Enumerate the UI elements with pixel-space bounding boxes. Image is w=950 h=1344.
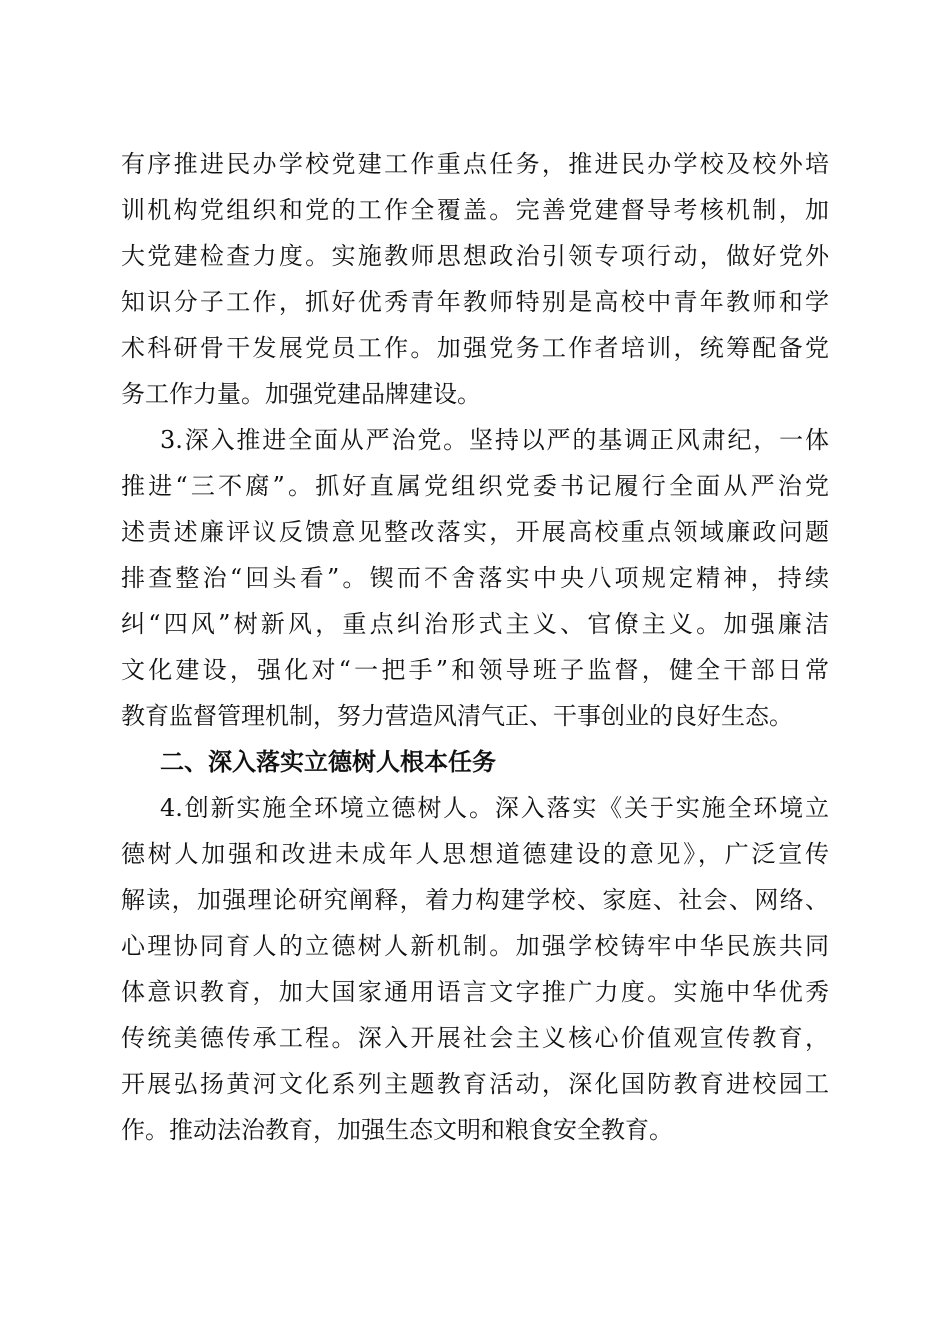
text-line: 务工作力量。加强党建品牌建设。 — [121, 380, 481, 408]
section-heading: 二、深入落实立德树人根本任务 — [160, 748, 496, 776]
text-line: 推进“三不腐”。抓好直属党组织党委书记履行全面从严治党 — [121, 472, 829, 500]
text-line: 体意识教育，加大国家通用语言文字推广力度。实施中华优秀 — [121, 978, 829, 1006]
text-line: 教育监督管理机制，努力营造风清气正、干事创业的良好生态。 — [121, 702, 793, 730]
text-line: 作。推动法治教育，加强生态文明和粮食安全教育。 — [121, 1116, 673, 1144]
text-line: 纠“四风”树新风，重点纠治形式主义、官僚主义。加强廉洁 — [121, 610, 829, 638]
text-line: 心理协同育人的立德树人新机制。加强学校铸牢中华民族共同 — [121, 932, 829, 960]
text-line: 有序推进民办学校党建工作重点任务，推进民办学校及校外培 — [121, 150, 829, 178]
text-line: 文化建设，强化对“一把手”和领导班子监督，健全干部日常 — [121, 656, 829, 684]
text-line: 排查整治“回头看”。锲而不舍落实中央八项规定精神，持续 — [121, 564, 829, 592]
text-line: 术科研骨干发展党员工作。加强党务工作者培训，统筹配备党 — [121, 334, 829, 362]
text-line: 大党建检查力度。实施教师思想政治引领专项行动，做好党外 — [121, 242, 829, 270]
text-line: 传统美德传承工程。深入开展社会主义核心价值观宣传教育， — [121, 1024, 829, 1052]
text-line: 知识分子工作，抓好优秀青年教师特别是高校中青年教师和学 — [121, 288, 829, 316]
text-line: 训机构党组织和党的工作全覆盖。完善党建督导考核机制，加 — [121, 196, 829, 224]
text-line: 德树人加强和改进未成年人思想道德建设的意见》，广泛宣传 — [121, 840, 829, 868]
text-line: 述责述廉评议反馈意见整改落实，开展高校重点领域廉政问题 — [121, 518, 829, 546]
paragraph-3-first-line: 3.深入推进全面从严治党。坚持以严的基调正风肃纪，一体 — [160, 426, 829, 454]
text-line: 解读，加强理论研究阐释，着力构建学校、家庭、社会、网络、 — [121, 886, 829, 914]
paragraph-4-first-line: 4.创新实施全环境立德树人。深入落实《关于实施全环境立 — [160, 794, 829, 822]
text-line: 开展弘扬黄河文化系列主题教育活动，深化国防教育进校园工 — [121, 1070, 829, 1098]
